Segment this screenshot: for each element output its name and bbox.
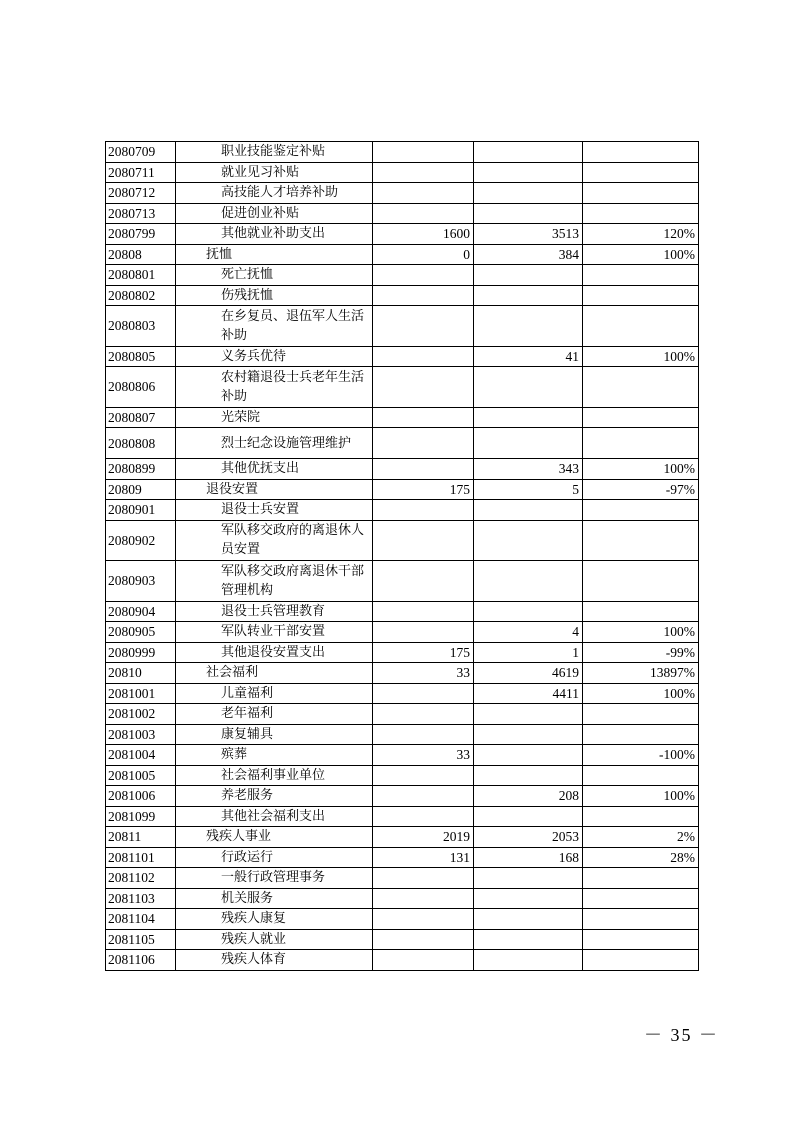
change-percent-cell: 100% xyxy=(583,459,699,480)
change-percent-cell xyxy=(583,724,699,745)
account-name-cell: 养老服务 xyxy=(176,786,373,807)
account-name-cell: 死亡抚恤 xyxy=(176,265,373,286)
current-year-value-cell xyxy=(474,765,583,786)
change-percent-cell: 100% xyxy=(583,622,699,643)
change-percent-cell: -99% xyxy=(583,642,699,663)
account-code-cell: 2080709 xyxy=(106,142,176,163)
current-year-value-cell: 4411 xyxy=(474,683,583,704)
current-year-value-cell xyxy=(474,724,583,745)
current-year-value-cell xyxy=(474,367,583,408)
table-row xyxy=(106,142,699,163)
account-code-cell: 2080905 xyxy=(106,622,176,643)
table-row xyxy=(106,745,699,766)
current-year-value-cell xyxy=(474,162,583,183)
account-name-cell: 老年福利 xyxy=(176,704,373,725)
account-code-cell: 2080899 xyxy=(106,459,176,480)
current-year-value-cell xyxy=(474,601,583,622)
prior-year-value-cell: 175 xyxy=(373,642,474,663)
account-name-cell: 高技能人才培养补助 xyxy=(176,183,373,204)
account-name-cell: 其他优抚支出 xyxy=(176,459,373,480)
prior-year-value-cell: 1600 xyxy=(373,224,474,245)
account-name-cell: 退役士兵安置 xyxy=(176,500,373,521)
current-year-value-cell xyxy=(474,909,583,930)
current-year-value-cell: 1 xyxy=(474,642,583,663)
prior-year-value-cell xyxy=(373,704,474,725)
table-row xyxy=(106,929,699,950)
prior-year-value-cell: 2019 xyxy=(373,827,474,848)
prior-year-value-cell xyxy=(373,459,474,480)
account-code-cell: 2080803 xyxy=(106,306,176,347)
change-percent-cell xyxy=(583,265,699,286)
account-code-cell: 2080901 xyxy=(106,500,176,521)
change-percent-cell xyxy=(583,950,699,971)
account-code-cell: 2080806 xyxy=(106,367,176,408)
account-name-cell: 军队转业干部安置 xyxy=(176,622,373,643)
budget-table xyxy=(105,141,699,971)
current-year-value-cell xyxy=(474,407,583,428)
prior-year-value-cell xyxy=(373,868,474,889)
account-name-cell: 军队移交政府离退休干部管理机构 xyxy=(176,561,373,602)
account-name-cell: 促进创业补贴 xyxy=(176,203,373,224)
table-row xyxy=(106,888,699,909)
prior-year-value-cell xyxy=(373,203,474,224)
change-percent-cell: 100% xyxy=(583,346,699,367)
table-row xyxy=(106,367,699,408)
table-row xyxy=(106,601,699,622)
account-name-cell: 残疾人就业 xyxy=(176,929,373,950)
table-row xyxy=(106,265,699,286)
change-percent-cell: 100% xyxy=(583,244,699,265)
account-name-cell: 义务兵优待 xyxy=(176,346,373,367)
account-code-cell: 2080801 xyxy=(106,265,176,286)
account-name-cell: 殡葬 xyxy=(176,745,373,766)
account-name-cell: 社会福利事业单位 xyxy=(176,765,373,786)
account-name-cell: 其他社会福利支出 xyxy=(176,806,373,827)
change-percent-cell: -97% xyxy=(583,479,699,500)
table-row xyxy=(106,428,699,459)
table-row xyxy=(106,346,699,367)
account-name-cell: 伤残抚恤 xyxy=(176,285,373,306)
prior-year-value-cell xyxy=(373,265,474,286)
change-percent-cell: 13897% xyxy=(583,663,699,684)
table-row xyxy=(106,786,699,807)
account-code-cell: 2081102 xyxy=(106,868,176,889)
prior-year-value-cell xyxy=(373,162,474,183)
account-name-cell: 机关服务 xyxy=(176,888,373,909)
change-percent-cell xyxy=(583,428,699,459)
prior-year-value-cell xyxy=(373,806,474,827)
prior-year-value-cell xyxy=(373,428,474,459)
current-year-value-cell xyxy=(474,704,583,725)
table-row xyxy=(106,827,699,848)
current-year-value-cell: 384 xyxy=(474,244,583,265)
current-year-value-cell xyxy=(474,265,583,286)
current-year-value-cell xyxy=(474,520,583,561)
account-name-cell: 农村籍退役士兵老年生活补助 xyxy=(176,367,373,408)
account-name-cell: 行政运行 xyxy=(176,847,373,868)
change-percent-cell xyxy=(583,183,699,204)
table-row xyxy=(106,704,699,725)
account-code-cell: 2081001 xyxy=(106,683,176,704)
change-percent-cell xyxy=(583,929,699,950)
account-code-cell: 2080807 xyxy=(106,407,176,428)
table-row xyxy=(106,285,699,306)
change-percent-cell xyxy=(583,500,699,521)
account-name-cell: 残疾人康复 xyxy=(176,909,373,930)
change-percent-cell xyxy=(583,203,699,224)
current-year-value-cell xyxy=(474,950,583,971)
table-row xyxy=(106,162,699,183)
change-percent-cell xyxy=(583,306,699,347)
change-percent-cell: 28% xyxy=(583,847,699,868)
change-percent-cell xyxy=(583,520,699,561)
table-row xyxy=(106,244,699,265)
prior-year-value-cell xyxy=(373,346,474,367)
current-year-value-cell: 208 xyxy=(474,786,583,807)
account-code-cell: 2080903 xyxy=(106,561,176,602)
account-name-cell: 退役士兵管理教育 xyxy=(176,601,373,622)
table-row xyxy=(106,407,699,428)
table-row xyxy=(106,765,699,786)
account-name-cell: 在乡复员、退伍军人生活补助 xyxy=(176,306,373,347)
account-code-cell: 2081006 xyxy=(106,786,176,807)
current-year-value-cell xyxy=(474,285,583,306)
table-row xyxy=(106,868,699,889)
prior-year-value-cell: 175 xyxy=(373,479,474,500)
table-row xyxy=(106,683,699,704)
budget-table-container xyxy=(105,141,699,971)
current-year-value-cell xyxy=(474,183,583,204)
table-row xyxy=(106,950,699,971)
prior-year-value-cell xyxy=(373,601,474,622)
prior-year-value-cell xyxy=(373,683,474,704)
current-year-value-cell: 5 xyxy=(474,479,583,500)
current-year-value-cell xyxy=(474,745,583,766)
prior-year-value-cell xyxy=(373,765,474,786)
account-code-cell: 2081103 xyxy=(106,888,176,909)
table-row xyxy=(106,183,699,204)
table-row xyxy=(106,724,699,745)
table-row xyxy=(106,909,699,930)
current-year-value-cell xyxy=(474,806,583,827)
current-year-value-cell: 168 xyxy=(474,847,583,868)
prior-year-value-cell xyxy=(373,142,474,163)
change-percent-cell: 100% xyxy=(583,683,699,704)
current-year-value-cell: 4 xyxy=(474,622,583,643)
change-percent-cell: 120% xyxy=(583,224,699,245)
account-code-cell: 2081003 xyxy=(106,724,176,745)
table-row xyxy=(106,500,699,521)
current-year-value-cell xyxy=(474,561,583,602)
account-code-cell: 2080902 xyxy=(106,520,176,561)
current-year-value-cell: 41 xyxy=(474,346,583,367)
account-name-cell: 就业见习补贴 xyxy=(176,162,373,183)
change-percent-cell xyxy=(583,367,699,408)
table-row xyxy=(106,642,699,663)
current-year-value-cell xyxy=(474,500,583,521)
account-code-cell: 2081004 xyxy=(106,745,176,766)
account-name-cell: 残疾人体育 xyxy=(176,950,373,971)
account-code-cell: 2080808 xyxy=(106,428,176,459)
account-name-cell: 康复辅具 xyxy=(176,724,373,745)
account-code-cell: 2081099 xyxy=(106,806,176,827)
change-percent-cell: -100% xyxy=(583,745,699,766)
current-year-value-cell xyxy=(474,428,583,459)
prior-year-value-cell xyxy=(373,622,474,643)
account-code-cell: 2081002 xyxy=(106,704,176,725)
change-percent-cell xyxy=(583,407,699,428)
prior-year-value-cell xyxy=(373,500,474,521)
table-row xyxy=(106,622,699,643)
account-code-cell: 2081106 xyxy=(106,950,176,971)
prior-year-value-cell xyxy=(373,306,474,347)
prior-year-value-cell xyxy=(373,285,474,306)
prior-year-value-cell xyxy=(373,520,474,561)
prior-year-value-cell: 131 xyxy=(373,847,474,868)
account-name-cell: 烈士纪念设施管理维护 xyxy=(176,428,373,459)
change-percent-cell xyxy=(583,285,699,306)
account-name-cell: 退役安置 xyxy=(176,479,373,500)
current-year-value-cell xyxy=(474,203,583,224)
current-year-value-cell xyxy=(474,888,583,909)
account-code-cell: 20809 xyxy=(106,479,176,500)
account-code-cell: 2080999 xyxy=(106,642,176,663)
change-percent-cell: 100% xyxy=(583,786,699,807)
change-percent-cell xyxy=(583,909,699,930)
prior-year-value-cell: 0 xyxy=(373,244,474,265)
account-code-cell: 2080712 xyxy=(106,183,176,204)
account-code-cell: 20808 xyxy=(106,244,176,265)
change-percent-cell xyxy=(583,765,699,786)
account-name-cell: 其他就业补助支出 xyxy=(176,224,373,245)
account-name-cell: 军队移交政府的离退休人员安置 xyxy=(176,520,373,561)
account-code-cell: 2080805 xyxy=(106,346,176,367)
page-number: － 35 － xyxy=(644,1025,719,1045)
prior-year-value-cell: 33 xyxy=(373,663,474,684)
account-name-cell: 光荣院 xyxy=(176,407,373,428)
change-percent-cell: 2% xyxy=(583,827,699,848)
current-year-value-cell: 2053 xyxy=(474,827,583,848)
account-name-cell: 职业技能鉴定补贴 xyxy=(176,142,373,163)
current-year-value-cell: 3513 xyxy=(474,224,583,245)
prior-year-value-cell xyxy=(373,950,474,971)
current-year-value-cell: 4619 xyxy=(474,663,583,684)
change-percent-cell xyxy=(583,162,699,183)
account-code-cell: 2080713 xyxy=(106,203,176,224)
table-row xyxy=(106,663,699,684)
account-name-cell: 残疾人事业 xyxy=(176,827,373,848)
table-row xyxy=(106,459,699,480)
change-percent-cell xyxy=(583,888,699,909)
table-row xyxy=(106,847,699,868)
table-row xyxy=(106,520,699,561)
budget-table-body xyxy=(106,142,699,971)
current-year-value-cell: 343 xyxy=(474,459,583,480)
account-code-cell: 2081104 xyxy=(106,909,176,930)
current-year-value-cell xyxy=(474,142,583,163)
account-name-cell: 社会福利 xyxy=(176,663,373,684)
prior-year-value-cell: 33 xyxy=(373,745,474,766)
account-code-cell: 2080904 xyxy=(106,601,176,622)
table-row xyxy=(106,224,699,245)
prior-year-value-cell xyxy=(373,888,474,909)
change-percent-cell xyxy=(583,601,699,622)
prior-year-value-cell xyxy=(373,786,474,807)
account-name-cell: 一般行政管理事务 xyxy=(176,868,373,889)
change-percent-cell xyxy=(583,704,699,725)
change-percent-cell xyxy=(583,561,699,602)
account-name-cell: 抚恤 xyxy=(176,244,373,265)
change-percent-cell xyxy=(583,868,699,889)
account-code-cell: 2081101 xyxy=(106,847,176,868)
table-row xyxy=(106,561,699,602)
table-row xyxy=(106,806,699,827)
change-percent-cell xyxy=(583,142,699,163)
prior-year-value-cell xyxy=(373,183,474,204)
table-row xyxy=(106,306,699,347)
table-row xyxy=(106,479,699,500)
account-name-cell: 其他退役安置支出 xyxy=(176,642,373,663)
current-year-value-cell xyxy=(474,306,583,347)
account-code-cell: 2080802 xyxy=(106,285,176,306)
current-year-value-cell xyxy=(474,929,583,950)
current-year-value-cell xyxy=(474,868,583,889)
prior-year-value-cell xyxy=(373,929,474,950)
table-row xyxy=(106,203,699,224)
prior-year-value-cell xyxy=(373,367,474,408)
account-name-cell: 儿童福利 xyxy=(176,683,373,704)
prior-year-value-cell xyxy=(373,561,474,602)
account-code-cell: 2081105 xyxy=(106,929,176,950)
account-code-cell: 2080711 xyxy=(106,162,176,183)
prior-year-value-cell xyxy=(373,407,474,428)
account-code-cell: 2080799 xyxy=(106,224,176,245)
account-code-cell: 20811 xyxy=(106,827,176,848)
account-code-cell: 2081005 xyxy=(106,765,176,786)
prior-year-value-cell xyxy=(373,724,474,745)
change-percent-cell xyxy=(583,806,699,827)
prior-year-value-cell xyxy=(373,909,474,930)
account-code-cell: 20810 xyxy=(106,663,176,684)
